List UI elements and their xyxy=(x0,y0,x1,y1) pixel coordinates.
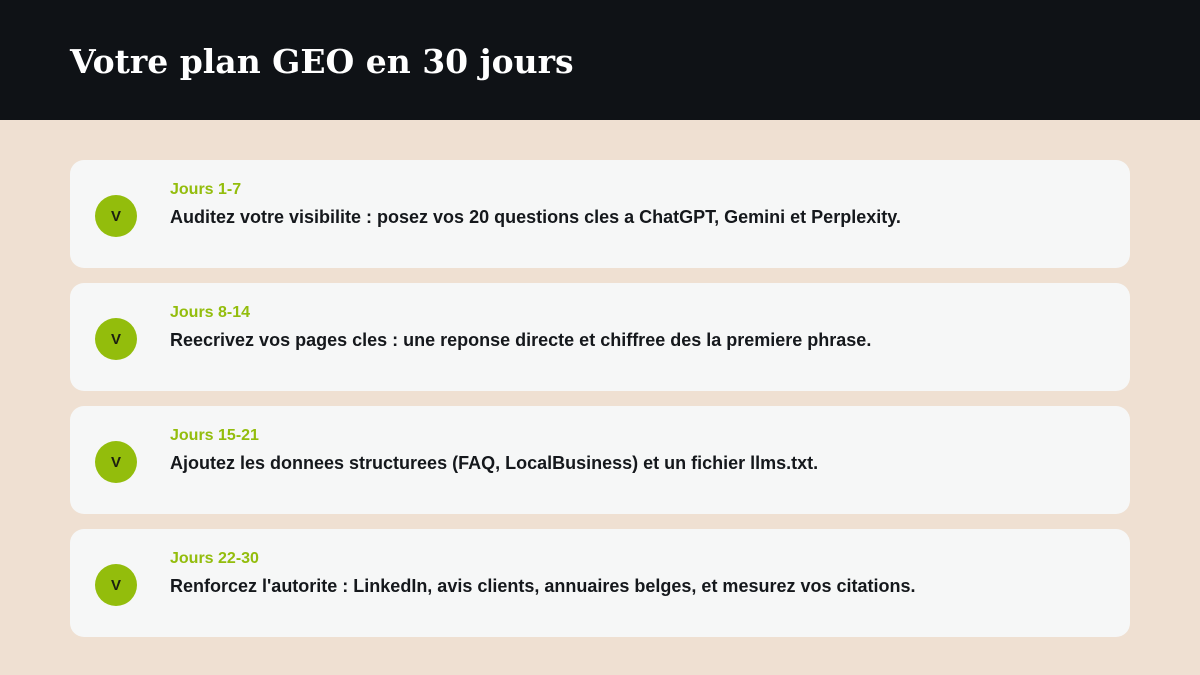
check-badge-icon: V xyxy=(95,564,137,606)
step-text: Reecrivez vos pages cles : une reponse directe et chiffree des la premiere phrase. xyxy=(170,330,872,350)
step-text: Ajoutez les donnees structurees (FAQ, LocalBusiness) et un fichier llms.txt. xyxy=(170,453,819,473)
page-title: Votre plan GEO en 30 jours xyxy=(70,42,574,81)
header-bar xyxy=(0,0,1200,120)
check-badge-icon: V xyxy=(95,318,137,360)
step-text: Renforcez l'autorite : LinkedIn, avis clients, annuaires belges, et mesurez vos citations. xyxy=(170,576,916,596)
step-card xyxy=(70,160,1130,268)
check-badge-icon: V xyxy=(95,195,137,237)
check-badge-icon: V xyxy=(95,441,137,483)
steps-list xyxy=(70,160,1130,637)
step-card xyxy=(70,406,1130,514)
step-period: Jours 8-14 xyxy=(170,304,251,321)
step-text: Auditez votre visibilite : posez vos 20 questions cles a ChatGPT, Gemini et Perplexity. xyxy=(170,207,901,227)
step-card xyxy=(70,283,1130,391)
step-period: Jours 15-21 xyxy=(170,427,259,444)
step-card xyxy=(70,529,1130,637)
step-period: Jours 1-7 xyxy=(170,181,242,198)
step-period: Jours 22-30 xyxy=(170,550,259,567)
